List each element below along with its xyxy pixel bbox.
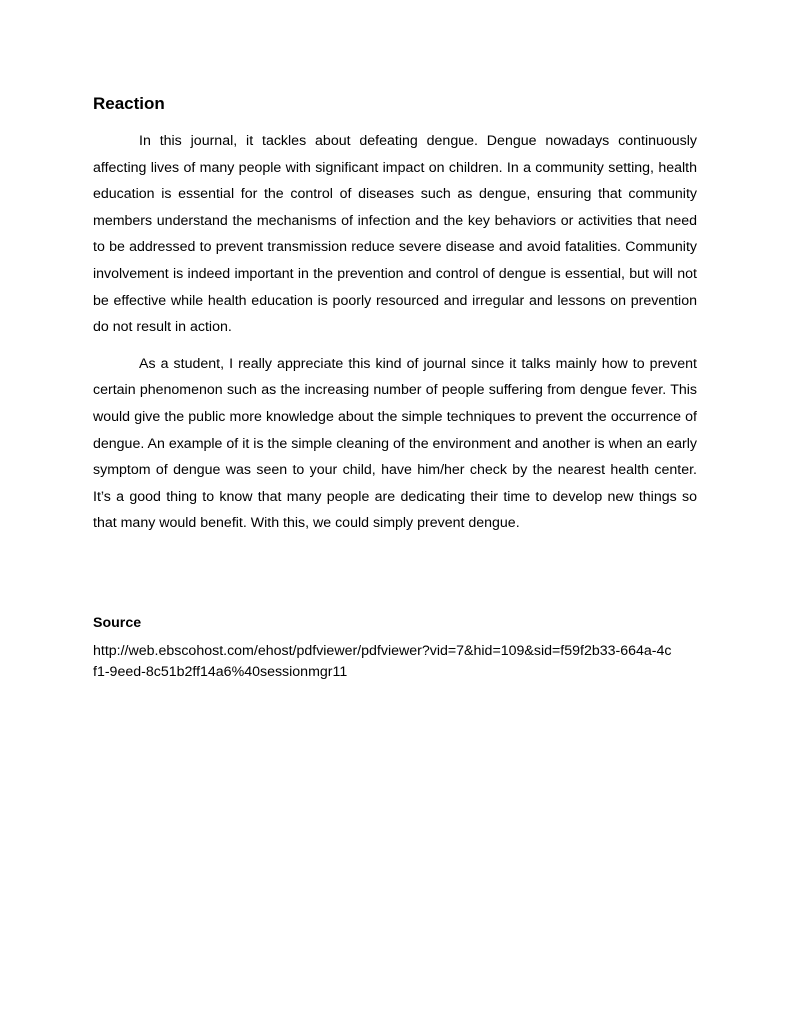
paragraph-2: As a student, I really appreciate this kind of journal since it talks mainly how to prevent certain phenomenon such as the increasing number of people suffering from dengue fever. This would give the public more knowledge about the simple techniques to prevent the occurrence of dengue. An example of it is the simple cleaning of the environment and another is when an early symptom of dengue was seen to your child, have him/her check by the nearest health center. It’s a good thing to know that many people are dedicating their time to develop new things so that many would benefit. With this, we could simply prevent dengue. bbox=[93, 355, 697, 532]
section-heading-reaction: Reaction bbox=[93, 94, 165, 113]
paragraph-1: In this journal, it tackles about defeating dengue. Dengue nowadays continuously affecting lives of many people with significant impact on children. In a community setting, health education is essential for the control of diseases such as dengue, ensuring that community members understand the mechanisms of infection and the key behaviors or activities that need to be addressed to prevent transmission reduce severe disease and avoid fatalities. Community involvement is indeed important in the prevention and control of dengue is essential, but will not be effective while health education is poorly resourced and irregular and lessons on prevention do not result in action. bbox=[93, 133, 697, 336]
document-body bbox=[93, 92, 697, 683]
section-heading-source: Source bbox=[93, 614, 142, 631]
source-url: http://web.ebscohost.com/ehost/pdfviewer/pdfviewer?vid=7&hid=109&sid=f59f2b33-664a-4cf1-9eed-8c51b2ff14a6%40sessionmgr11 bbox=[93, 642, 672, 680]
